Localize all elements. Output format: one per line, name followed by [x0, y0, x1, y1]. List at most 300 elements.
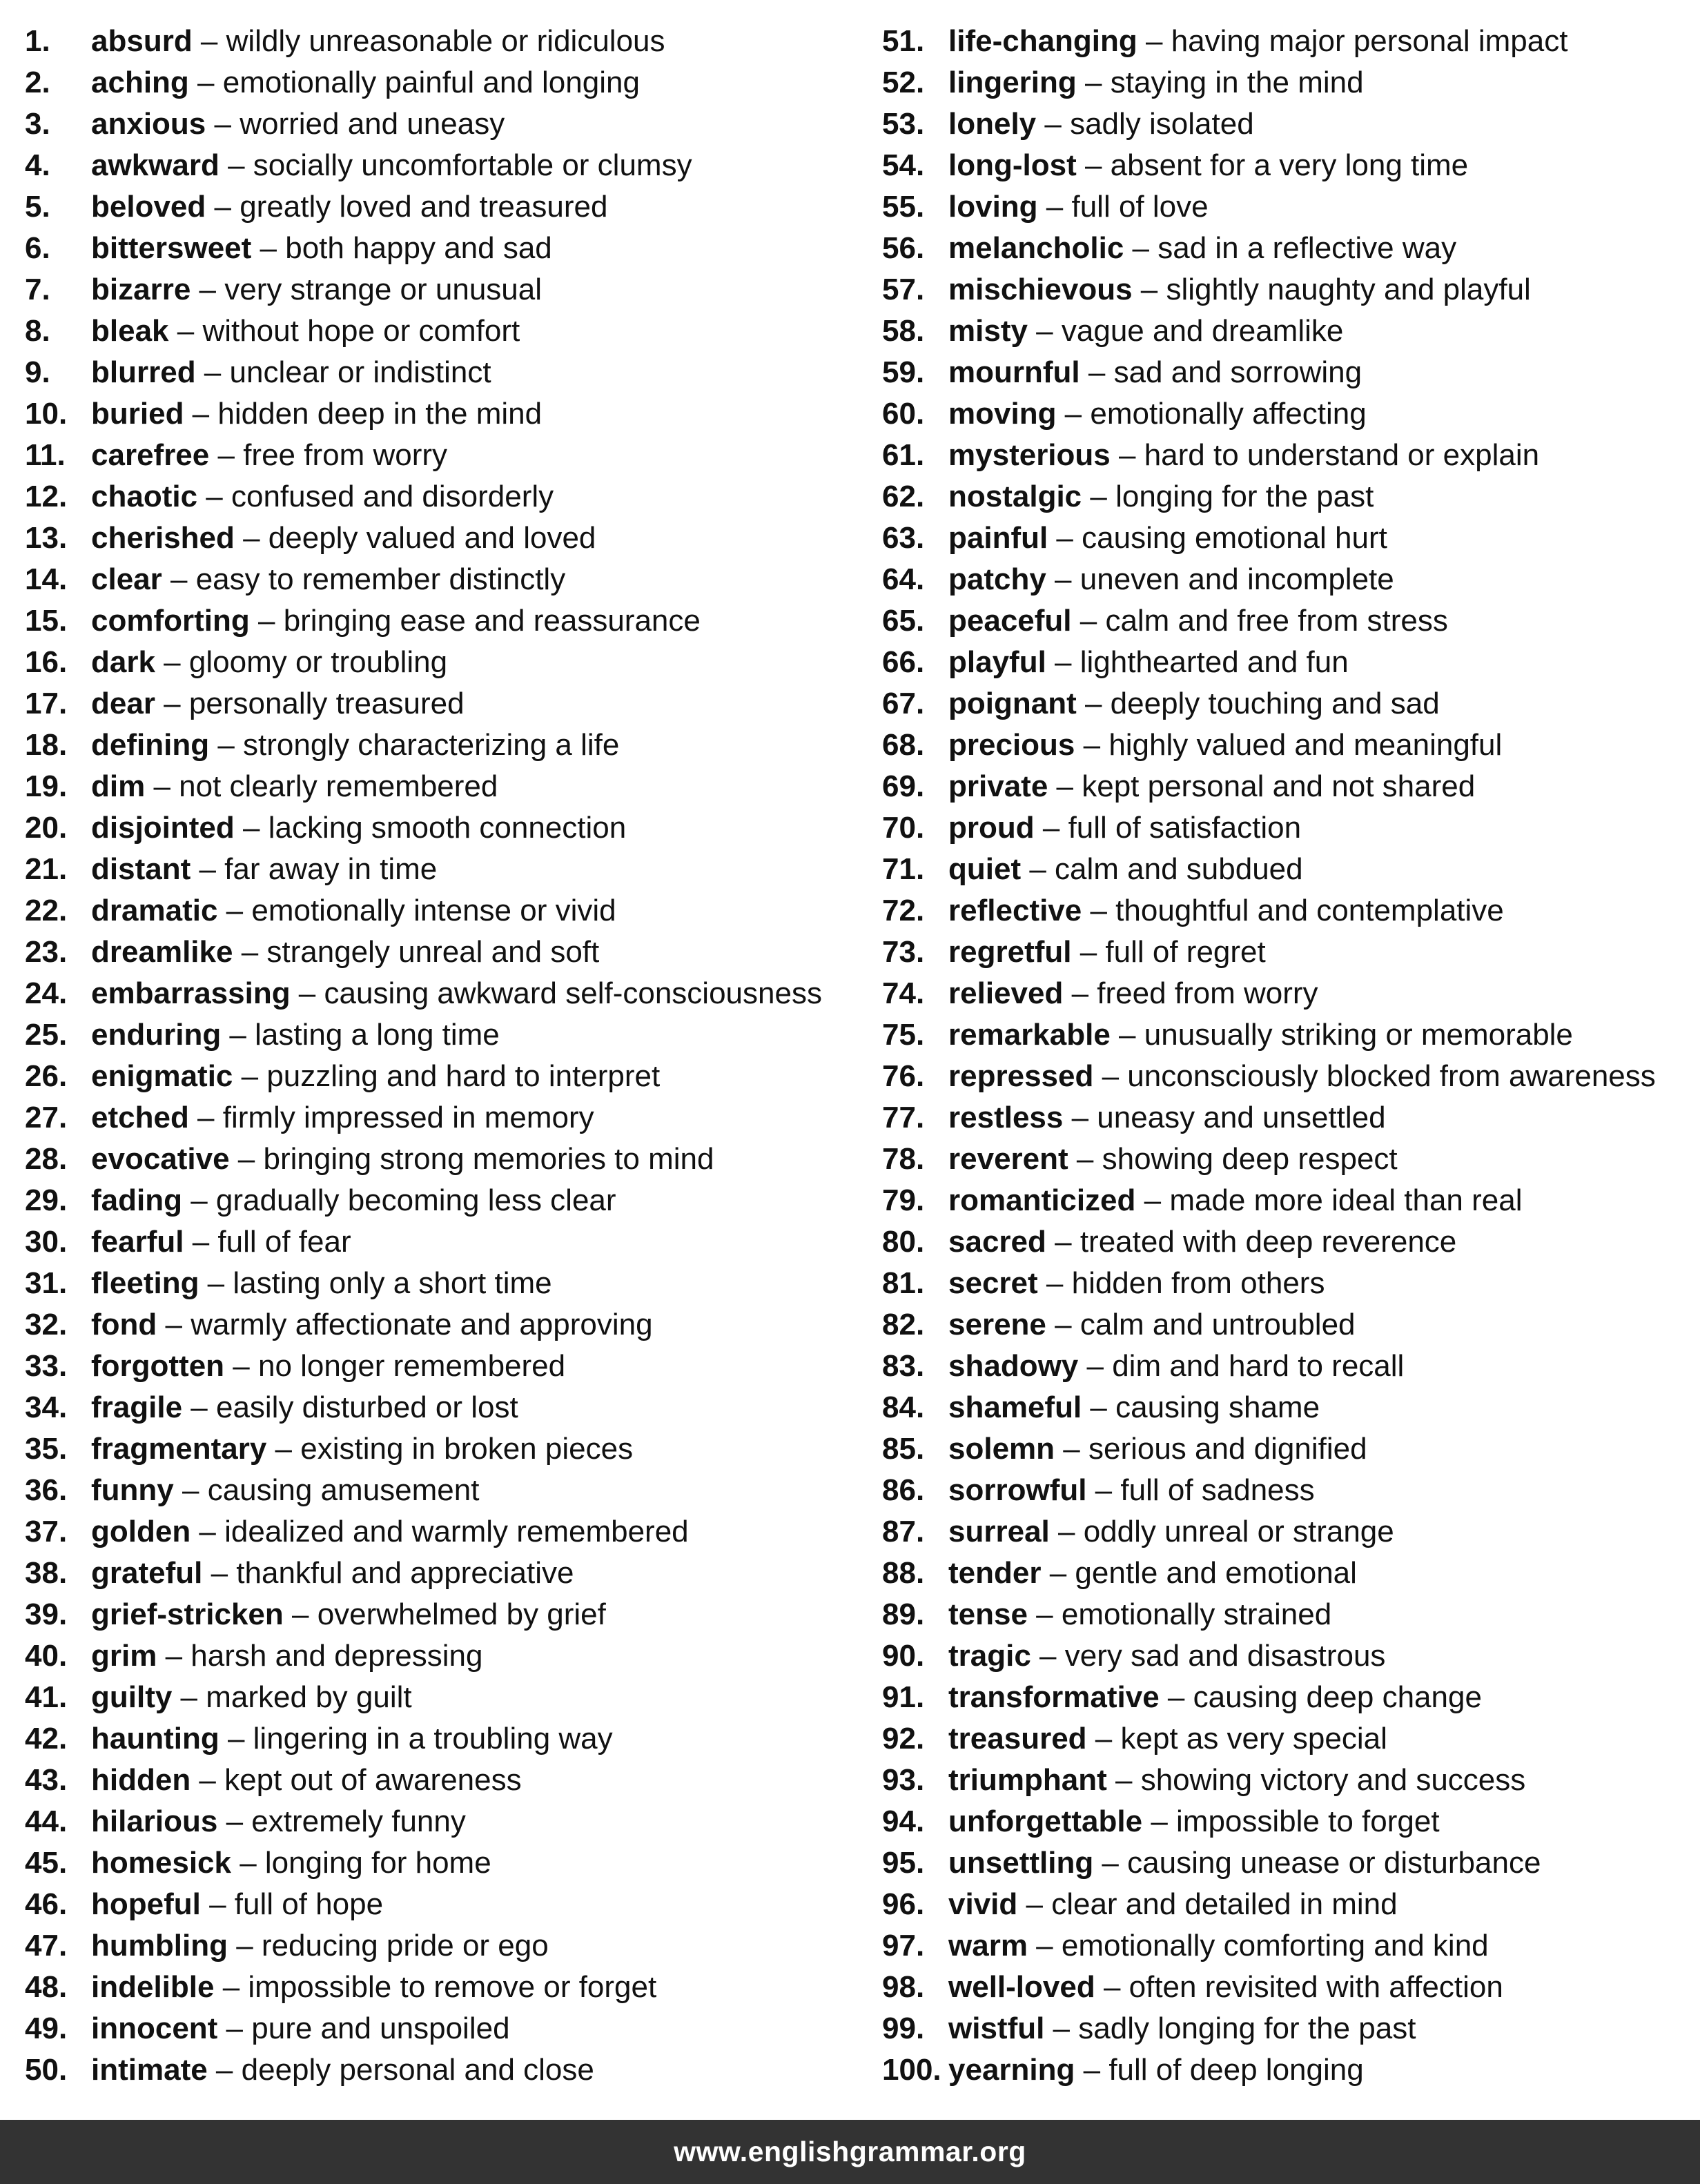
item-definition: both happy and sad: [285, 231, 552, 265]
item-definition: dim and hard to recall: [1112, 1349, 1405, 1383]
item-number: 5.: [25, 190, 50, 224]
item-definition: showing deep respect: [1102, 1142, 1398, 1176]
list-item: [25, 1014, 853, 1056]
list-item: [25, 145, 853, 186]
item-text: [948, 1925, 1489, 1967]
item-separator: –: [192, 24, 226, 58]
item-word: sacred: [948, 1225, 1046, 1259]
item-definition: sad and sorrowing: [1113, 355, 1362, 389]
item-separator: –: [1076, 66, 1111, 99]
item-word: romanticized: [948, 1183, 1136, 1217]
list-item: [25, 311, 853, 352]
item-number: 55.: [882, 190, 925, 224]
item-definition: gentle and emotional: [1075, 1556, 1357, 1590]
item-separator: –: [1071, 604, 1106, 638]
item-number: 31.: [25, 1266, 68, 1300]
list-item: [25, 1925, 853, 1967]
item-definition: full of sadness: [1120, 1473, 1315, 1507]
item-definition: without hope or comfort: [202, 314, 520, 348]
item-separator: –: [231, 1846, 265, 1880]
item-text: [91, 1263, 552, 1304]
item-text: [948, 393, 1367, 435]
item-definition: sad in a reflective way: [1157, 231, 1457, 265]
item-number: 15.: [25, 604, 68, 638]
item-number: 32.: [25, 1308, 68, 1341]
item-word: cherished: [91, 521, 235, 555]
list-item: [25, 725, 853, 766]
list-item: [25, 1263, 853, 1304]
item-number: 52.: [882, 66, 925, 99]
item-text: [91, 1842, 491, 1884]
item-number: 35.: [25, 1432, 68, 1466]
item-separator: –: [157, 1308, 191, 1341]
item-word: lingering: [948, 66, 1077, 99]
item-word: forgotten: [91, 1349, 225, 1383]
item-number: 65.: [882, 604, 925, 638]
item-separator: –: [195, 355, 230, 389]
list-item: [25, 393, 853, 435]
item-number: 11.: [25, 438, 66, 472]
item-text: [91, 1014, 500, 1056]
item-separator: –: [1137, 24, 1171, 58]
list-item: [25, 269, 853, 311]
item-text: [91, 1677, 412, 1718]
item-word: playful: [948, 645, 1046, 679]
item-word: private: [948, 769, 1048, 803]
list-item: [882, 1967, 1697, 2008]
item-word: wistful: [948, 2011, 1045, 2045]
list-item: [25, 1387, 853, 1428]
item-separator: –: [1063, 1101, 1097, 1134]
item-number: 33.: [25, 1349, 68, 1383]
item-number: 64.: [882, 562, 925, 596]
item-separator: –: [1046, 1308, 1080, 1341]
item-definition: not clearly remembered: [179, 769, 498, 803]
item-number: 69.: [882, 769, 925, 803]
item-text: [91, 1967, 656, 2008]
list-item: [882, 62, 1697, 104]
item-definition: emotionally strained: [1061, 1597, 1332, 1631]
item-separator: –: [1082, 1390, 1116, 1424]
item-definition: hard to understand or explain: [1144, 438, 1540, 472]
item-word: hopeful: [91, 1887, 201, 1921]
item-text: [91, 1304, 653, 1346]
item-text: [948, 642, 1349, 683]
item-text: [948, 1842, 1541, 1884]
list-item: [25, 890, 853, 932]
item-separator: –: [1110, 1018, 1144, 1052]
list-item: [25, 1428, 853, 1470]
list-item: [882, 186, 1697, 228]
item-text: [948, 476, 1374, 518]
item-number: 58.: [882, 314, 925, 348]
item-word: reflective: [948, 894, 1082, 927]
item-definition: impossible to remove or forget: [248, 1970, 657, 2004]
item-text: [91, 642, 447, 683]
item-number: 44.: [25, 1804, 68, 1838]
item-text: [948, 807, 1301, 849]
item-separator: –: [1017, 1887, 1052, 1921]
item-text: [91, 1139, 714, 1180]
item-separator: –: [1030, 1639, 1065, 1673]
item-separator: –: [190, 273, 225, 306]
item-number: 49.: [25, 2011, 68, 2045]
item-separator: –: [1159, 1680, 1193, 1714]
item-number: 17.: [25, 687, 68, 720]
list-item: [25, 766, 853, 807]
item-number: 96.: [882, 1887, 925, 1921]
item-definition: strongly characterizing a life: [243, 728, 620, 762]
item-text: [948, 973, 1318, 1014]
item-text: [91, 104, 505, 145]
item-separator: –: [1034, 811, 1068, 845]
item-definition: uneasy and unsettled: [1097, 1101, 1386, 1134]
item-definition: wildly unreasonable or ridiculous: [226, 24, 665, 58]
item-definition: clear and detailed in mind: [1051, 1887, 1398, 1921]
item-number: 3.: [25, 107, 50, 141]
list-item: [25, 21, 853, 62]
item-definition: emotionally affecting: [1090, 397, 1367, 431]
item-separator: –: [233, 935, 267, 969]
item-word: vivid: [948, 1887, 1018, 1921]
item-word: fragmentary: [91, 1432, 267, 1466]
item-text: [91, 1635, 482, 1677]
item-number: 89.: [882, 1597, 925, 1631]
item-definition: kept out of awareness: [224, 1763, 522, 1797]
list-item: [882, 1346, 1697, 1387]
item-number: 86.: [882, 1473, 925, 1507]
list-item: [25, 1056, 853, 1097]
item-definition: existing in broken pieces: [300, 1432, 634, 1466]
item-word: beloved: [91, 190, 206, 224]
item-separator: –: [168, 314, 203, 348]
item-definition: socially uncomfortable or clumsy: [253, 148, 692, 182]
item-word: mournful: [948, 355, 1080, 389]
item-definition: firmly impressed in memory: [222, 1101, 594, 1134]
item-definition: vague and dreamlike: [1061, 314, 1344, 348]
item-definition: often revisited with affection: [1129, 1970, 1503, 2004]
item-definition: easily disturbed or lost: [215, 1390, 518, 1424]
item-separator: –: [1027, 1929, 1062, 1962]
list-item: [882, 1470, 1697, 1511]
item-number: 14.: [25, 562, 68, 596]
item-text: [91, 352, 491, 393]
item-text: [948, 1387, 1320, 1428]
item-number: 77.: [882, 1101, 925, 1134]
item-definition: causing emotional hurt: [1082, 521, 1387, 555]
item-separator: –: [1075, 2053, 1109, 2087]
list-item: [25, 1677, 853, 1718]
item-text: [948, 145, 1468, 186]
item-definition: no longer remembered: [257, 1349, 566, 1383]
list-item: [25, 849, 853, 890]
list-item: [25, 1884, 853, 1925]
item-word: homesick: [91, 1846, 231, 1880]
item-text: [91, 1594, 606, 1635]
item-definition: causing shame: [1115, 1390, 1320, 1424]
item-number: 70.: [882, 811, 925, 845]
item-number: 57.: [882, 273, 925, 306]
item-text: [91, 807, 626, 849]
item-word: quiet: [948, 852, 1022, 886]
item-number: 2.: [25, 66, 50, 99]
item-separator: –: [217, 894, 252, 927]
list-item: [882, 476, 1697, 518]
item-definition: puzzling and hard to interpret: [266, 1059, 661, 1093]
word-list-column-left: [25, 21, 853, 2091]
item-text: [948, 1677, 1482, 1718]
item-separator: –: [184, 397, 218, 431]
item-text: [948, 21, 1567, 62]
item-word: fearful: [91, 1225, 184, 1259]
item-definition: lasting only a short time: [233, 1266, 552, 1300]
item-definition: deeply touching and sad: [1110, 687, 1440, 720]
item-text: [91, 600, 701, 642]
item-separator: –: [209, 728, 244, 762]
list-item: [882, 766, 1697, 807]
item-text: [91, 2008, 510, 2049]
item-text: [948, 766, 1475, 807]
list-item: [882, 1677, 1697, 1718]
item-word: humbling: [91, 1929, 228, 1962]
item-text: [948, 1884, 1398, 1925]
item-definition: full of satisfaction: [1068, 811, 1302, 845]
item-separator: –: [1044, 2011, 1079, 2045]
item-definition: worried and uneasy: [240, 107, 505, 141]
item-text: [948, 1263, 1325, 1304]
item-text: [948, 1428, 1367, 1470]
item-separator: –: [162, 562, 196, 596]
item-separator: –: [1086, 1473, 1121, 1507]
item-text: [91, 1221, 351, 1263]
item-number: 84.: [882, 1390, 925, 1424]
item-text: [91, 311, 520, 352]
item-number: 78.: [882, 1142, 925, 1176]
item-text: [948, 1511, 1394, 1553]
list-item: [25, 104, 853, 145]
item-number: 10.: [25, 397, 68, 431]
item-word: guilty: [91, 1680, 173, 1714]
item-word: sorrowful: [948, 1473, 1087, 1507]
item-separator: –: [1068, 1142, 1102, 1176]
item-number: 100.: [882, 2053, 941, 2087]
item-number: 92.: [882, 1722, 925, 1755]
list-item: [882, 559, 1697, 600]
item-number: 40.: [25, 1639, 68, 1673]
list-item: [25, 600, 853, 642]
item-word: haunting: [91, 1722, 219, 1755]
item-definition: freed from worry: [1097, 976, 1318, 1010]
item-separator: –: [249, 604, 284, 638]
item-text: [948, 1760, 1525, 1801]
item-text: [91, 1470, 479, 1511]
item-definition: impossible to forget: [1176, 1804, 1440, 1838]
list-item: [25, 352, 853, 393]
item-word: golden: [91, 1515, 191, 1548]
list-item: [882, 2008, 1697, 2049]
item-text: [91, 21, 665, 62]
item-word: awkward: [91, 148, 219, 182]
list-item: [25, 1470, 853, 1511]
item-number: 16.: [25, 645, 68, 679]
item-number: 90.: [882, 1639, 925, 1673]
item-separator: –: [1093, 1846, 1128, 1880]
item-definition: showing victory and success: [1140, 1763, 1526, 1797]
item-number: 88.: [882, 1556, 925, 1590]
footer-url-link[interactable]: www.englishgrammar.org: [674, 2136, 1026, 2167]
item-text: [91, 435, 447, 476]
item-definition: greatly loved and treasured: [240, 190, 608, 224]
item-word: absurd: [91, 24, 193, 58]
item-definition: kept personal and not shared: [1082, 769, 1476, 803]
item-word: lonely: [948, 107, 1037, 141]
item-text: [948, 932, 1266, 973]
list-item: [25, 1594, 853, 1635]
item-word: tragic: [948, 1639, 1031, 1673]
item-definition: causing awkward self-consciousness: [324, 976, 822, 1010]
item-separator: –: [188, 66, 223, 99]
item-word: fond: [91, 1308, 157, 1341]
item-number: 45.: [25, 1846, 68, 1880]
item-definition: full of love: [1071, 190, 1209, 224]
item-number: 56.: [882, 231, 925, 265]
item-separator: –: [202, 1556, 237, 1590]
item-definition: absent for a very long time: [1110, 148, 1469, 182]
item-text: [948, 600, 1448, 642]
item-definition: lingering in a troubling way: [253, 1722, 613, 1755]
item-separator: –: [234, 521, 268, 555]
item-definition: unclear or indistinct: [229, 355, 491, 389]
item-text: [91, 1553, 574, 1594]
list-item: [882, 725, 1697, 766]
item-word: aching: [91, 66, 189, 99]
list-item: [882, 435, 1697, 476]
item-separator: –: [199, 1266, 233, 1300]
item-text: [948, 1097, 1386, 1139]
item-definition: strangely unreal and soft: [266, 935, 600, 969]
item-word: tense: [948, 1597, 1028, 1631]
item-separator: –: [251, 231, 286, 265]
item-separator: –: [219, 1722, 253, 1755]
item-definition: uneven and incomplete: [1079, 562, 1394, 596]
item-word: dear: [91, 687, 155, 720]
item-number: 29.: [25, 1183, 68, 1217]
item-separator: –: [1046, 1225, 1080, 1259]
item-separator: –: [290, 976, 324, 1010]
list-item: [882, 518, 1697, 559]
word-list-column-right: [882, 21, 1697, 2091]
list-item: [882, 1221, 1697, 1263]
item-definition: emotionally comforting and kind: [1061, 1929, 1489, 1962]
item-separator: –: [227, 1929, 262, 1962]
item-word: unforgettable: [948, 1804, 1143, 1838]
item-word: repressed: [948, 1059, 1094, 1093]
item-definition: deeply valued and loved: [268, 521, 596, 555]
item-word: bizarre: [91, 273, 191, 306]
list-item: [25, 1635, 853, 1677]
list-item: [882, 393, 1697, 435]
item-word: unsettling: [948, 1846, 1094, 1880]
list-item: [25, 435, 853, 476]
item-text: [91, 1056, 660, 1097]
item-word: buried: [91, 397, 184, 431]
item-separator: –: [1056, 397, 1091, 431]
item-definition: sadly longing for the past: [1078, 2011, 1416, 2045]
item-separator: –: [184, 1225, 218, 1259]
item-number: 36.: [25, 1473, 68, 1507]
item-word: warm: [948, 1929, 1028, 1962]
item-text: [91, 559, 565, 600]
item-definition: confused and disorderly: [231, 480, 554, 513]
item-text: [91, 766, 498, 807]
item-number: 80.: [882, 1225, 925, 1259]
item-number: 37.: [25, 1515, 68, 1548]
item-separator: –: [1046, 645, 1080, 679]
item-definition: extremely funny: [251, 1804, 466, 1838]
item-separator: –: [206, 107, 240, 141]
item-text: [91, 269, 542, 311]
list-item: [25, 932, 853, 973]
item-separator: –: [219, 148, 253, 182]
item-text: [948, 2008, 1416, 2049]
item-number: 79.: [882, 1183, 925, 1217]
item-separator: –: [182, 1183, 216, 1217]
item-text: [948, 311, 1343, 352]
item-number: 26.: [25, 1059, 68, 1093]
item-word: secret: [948, 1266, 1038, 1300]
item-separator: –: [1027, 314, 1062, 348]
item-text: [948, 518, 1387, 559]
item-word: distant: [91, 852, 191, 886]
item-separator: –: [1095, 1970, 1129, 2004]
item-text: [91, 849, 437, 890]
item-definition: calm and free from stress: [1105, 604, 1448, 638]
word-list: [0, 21, 1700, 2098]
item-separator: –: [200, 1887, 235, 1921]
item-separator: –: [283, 1597, 317, 1631]
item-definition: treated with deep reverence: [1079, 1225, 1457, 1259]
item-definition: lasting a long time: [255, 1018, 500, 1052]
item-number: 50.: [25, 2053, 68, 2087]
item-text: [948, 1346, 1404, 1387]
item-text: [91, 1925, 549, 1967]
item-word: solemn: [948, 1432, 1055, 1466]
item-definition: personally treasured: [188, 687, 465, 720]
item-definition: very strange or unusual: [224, 273, 543, 306]
list-item: [882, 1760, 1697, 1801]
item-separator: –: [206, 190, 240, 224]
list-item: [882, 683, 1697, 725]
item-definition: full of hope: [234, 1887, 384, 1921]
item-word: mischievous: [948, 273, 1133, 306]
item-definition: causing unease or disturbance: [1127, 1846, 1541, 1880]
item-word: blurred: [91, 355, 196, 389]
item-number: 21.: [25, 852, 68, 886]
item-word: comforting: [91, 604, 250, 638]
item-definition: thoughtful and contemplative: [1115, 894, 1504, 927]
list-item: [25, 62, 853, 104]
item-text: [948, 1014, 1573, 1056]
item-word: hidden: [91, 1763, 191, 1797]
item-text: [948, 1056, 1656, 1097]
item-number: 47.: [25, 1929, 68, 1962]
item-number: 46.: [25, 1887, 68, 1921]
list-item: [882, 104, 1697, 145]
item-number: 53.: [882, 107, 925, 141]
item-separator: –: [1071, 935, 1106, 969]
item-text: [91, 1180, 616, 1221]
item-text: [91, 932, 599, 973]
